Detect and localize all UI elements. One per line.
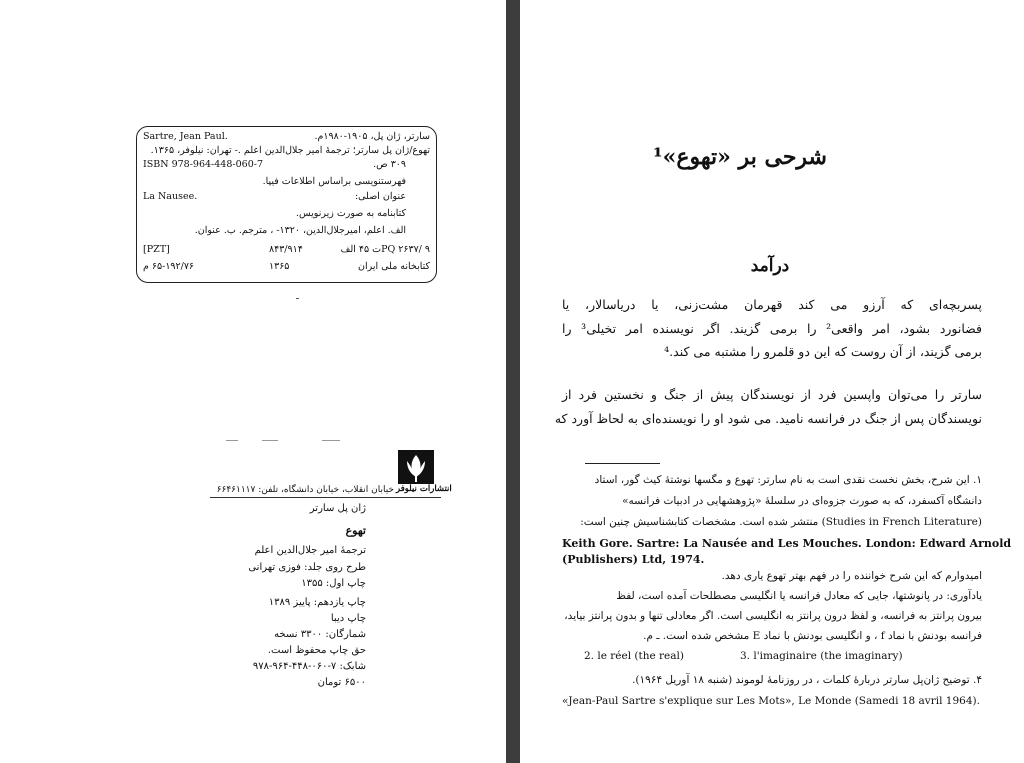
nilufar-flower-icon: [398, 450, 434, 484]
catalog-title-line: تهوع/ژان پل سارتر؛ ترجمهٔ امیر جلال‌الدین اعلم .- تهران: نیلوفر، ۱۳۶۵.: [150, 145, 430, 156]
catalog-lc-number: PQ ۲۶۳۷/ ۹ت ۴۵ الف: [340, 244, 430, 255]
scan-smudge: [296, 298, 299, 299]
catalog-added-entries: الف. اعلم، امیرجلال‌الدین، ۱۳۲۰- ، مترجم. ب. عنوان.: [194, 225, 406, 236]
paragraph-line: برمی گزیند، از آن روست که این دو قلمرو را مشتبه می کند.⁴: [664, 344, 982, 359]
footnote-3: 3. l'imaginaire (the imaginary): [740, 650, 903, 662]
imprint-cover-designer: طرح روی جلد: فوزی تهرانی: [248, 562, 366, 573]
catalog-fipa-note: فهرستنویسی براساس اطلاعات فیپا.: [262, 176, 406, 187]
paragraph-line: سارتر را می‌توان واپسین فرد از نویسندگان پیش از جنگ و نخستین فرد از: [562, 387, 982, 402]
chapter-title: شرحی بر «تهوع»¹: [653, 144, 827, 170]
catalog-bibliography-note: کتابنامه به صورت زیرنویس.: [296, 208, 406, 219]
footnote-citation-line: Keith Gore. Sartre: La Nausée and Les Mouches. London: Edward Arnold: [562, 537, 1012, 550]
catalog-original-title: La Nausee.: [143, 191, 198, 202]
scan-smudge: [226, 440, 238, 441]
catalog-card: [136, 126, 437, 283]
imprint-first-print: چاپ اول: ۱۳۵۵: [301, 578, 366, 589]
catalog-pzt: [PZT]: [143, 244, 170, 255]
footnote-line: (Studies in French Literature) منتشر شده است. مشخصات کتابشناسیش چنین است:: [580, 516, 982, 528]
translator-note-line: بیرون پرانتز به فرانسه، و لفظ درون پرانتز به انگلیسی است. اگر معادلی تنها و بدون پرانتز بیاید،: [564, 610, 982, 622]
scan-smudge: [322, 440, 340, 441]
imprint-rights: حق چاپ محفوظ است.: [267, 645, 366, 656]
left-page: [0, 0, 506, 763]
book-spine: [506, 0, 520, 763]
imprint-printer: چاپ دیبا: [330, 613, 366, 624]
footnote-closing: امیدوارم که این شرح خواننده را در فهم بهتر تهوع یاری دهد.: [721, 570, 982, 582]
imprint-eleventh-print: چاپ یازدهم: پاییز ۱۳۸۹: [268, 597, 366, 608]
imprint-circulation: شمارگان: ۳۳۰۰ نسخه: [274, 629, 366, 640]
publisher-logo: [398, 450, 434, 484]
imprint-price: ۶۵۰۰ تومان: [317, 677, 366, 688]
footnote-line: ۱. این شرح، بخش نخست نقدی است به نام سارتر: تهوع و مگسها نوشتهٔ کیث گور، استاد: [594, 474, 982, 486]
catalog-author-fa: سارتر، ژان پل، ۱۹۰۵-۱۹۸۰م.: [314, 131, 430, 142]
catalog-library: کتابخانه ملی ایران: [357, 261, 430, 272]
footnote-line: دانشگاه آکسفرد، که به صورت جزوه‌ای در سلسلهٔ «پژوهشهایی در ادبیات فرانسه»: [622, 495, 982, 507]
section-heading: درآمد: [750, 256, 790, 276]
publisher-address: خیابان انقلاب، خیابان دانشگاه، تلفن: ۶۶۴۶۱۱۱۷: [216, 485, 394, 495]
imprint-title: تهوع: [345, 524, 366, 537]
footnote-4-fr: «Jean-Paul Sartre s'explique sur Les Mots», Le Monde (Samedi 18 avril 1964).: [562, 695, 980, 707]
catalog-year: ۱۳۶۵: [269, 261, 290, 272]
catalog-pages: ۳۰۹ ص.: [373, 159, 406, 170]
translator-note-line: فرانسه بودنش با نماد f ، و انگلیسی بودنش با نماد E مشخص شده است. ـ م.: [643, 630, 982, 642]
footnote-divider: [585, 463, 660, 464]
imprint-translator: ترجمهٔ امیر جلال‌الدین اعلم: [254, 545, 366, 556]
imprint-author: ژان پل سارتر: [309, 503, 366, 514]
catalog-author-latin: Sartre, Jean Paul.: [143, 131, 228, 142]
footnote-citation-line: (Publishers) Ltd, 1974.: [562, 553, 705, 566]
paragraph-line: نویسندگان پس از جنگ در فرانسه نامید. می شود او را نویسنده‌ای به لحاظ آورد که: [554, 411, 982, 426]
paragraph-line: فضانورد بشود، امر واقعی² را برمی گزیند. اگر نویسنده امر تخیلی³ را: [562, 321, 982, 336]
paragraph-line: پسربچه‌ای که آرزو می کند قهرمان مشت‌زنی، یا دریاسالار، یا: [562, 297, 982, 312]
imprint-isbn: شابک: ۷-۰۶۰-۴۴۸-۹۶۴-۹۷۸: [252, 661, 366, 672]
catalog-original-title-label: عنوان اصلی:: [354, 191, 406, 202]
translator-note-line: یادآوری: در پانوشتها، جایی که معادل فرانسه یا انگلیسی مصطلحات آمده است، لفظ: [616, 590, 982, 602]
right-page: [520, 0, 1024, 763]
catalog-isbn: ISBN 978-964-448-060-7: [143, 159, 263, 170]
publisher-name: انتشارات نیلوفر: [396, 484, 452, 494]
imprint-divider: [210, 497, 441, 498]
footnote-2: 2. le réel (the real): [584, 650, 684, 662]
footnote-4-fa: ۴. توضیح ژان‌پل سارتر دربارهٔ کلمات ، در روزنامهٔ لوموند (شنبه ۱۸ آوریل ۱۹۶۴).: [632, 674, 982, 686]
scan-smudge: [262, 440, 278, 441]
catalog-dewey-number: ۸۴۳/۹۱۴: [269, 244, 303, 255]
catalog-national-number: ۶۵-۱۹۲/۷۶ م: [143, 261, 195, 272]
